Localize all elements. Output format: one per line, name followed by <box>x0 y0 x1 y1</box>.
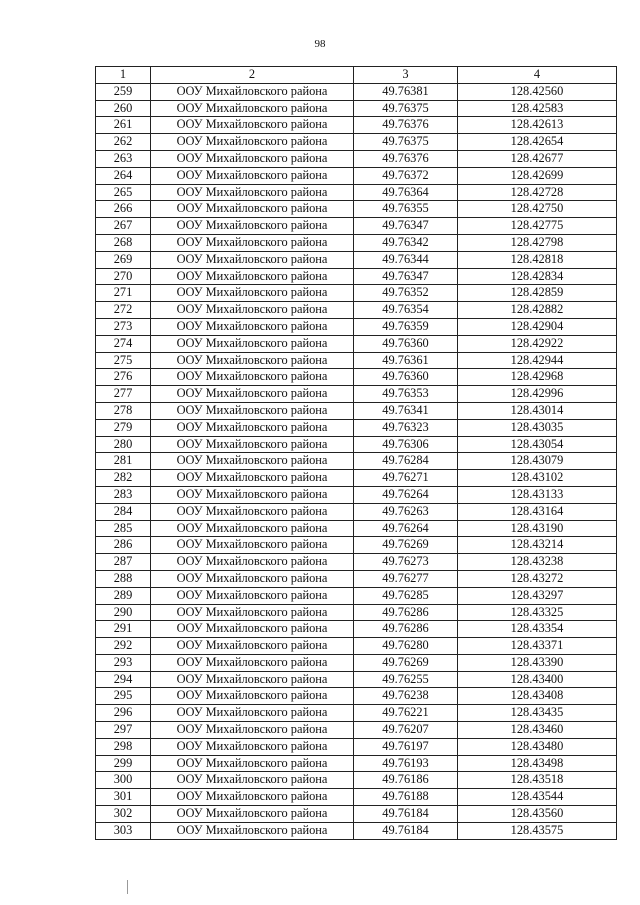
table-row <box>96 755 617 772</box>
owner-cell: ООУ Михайловского района <box>151 184 354 201</box>
owner-cell: ООУ Михайловского района <box>151 402 354 419</box>
longitude-cell: 128.43014 <box>458 402 617 419</box>
latitude-cell: 49.76353 <box>354 386 458 403</box>
owner-cell: ООУ Михайловского района <box>151 722 354 739</box>
table-row <box>96 822 617 839</box>
point-number-cell: 287 <box>96 554 151 571</box>
point-number-cell: 294 <box>96 671 151 688</box>
latitude-cell: 49.76344 <box>354 251 458 268</box>
point-number-cell: 265 <box>96 184 151 201</box>
point-number-cell: 285 <box>96 520 151 537</box>
latitude-cell: 49.76255 <box>354 671 458 688</box>
table-row <box>96 134 617 151</box>
owner-cell: ООУ Михайловского района <box>151 234 354 251</box>
point-number-cell: 275 <box>96 352 151 369</box>
longitude-cell: 128.43035 <box>458 419 617 436</box>
owner-cell: ООУ Михайловского района <box>151 335 354 352</box>
point-number-cell: 279 <box>96 419 151 436</box>
longitude-cell: 128.42944 <box>458 352 617 369</box>
point-number-cell: 278 <box>96 402 151 419</box>
owner-cell: ООУ Михайловского района <box>151 302 354 319</box>
longitude-cell: 128.43214 <box>458 537 617 554</box>
table-row <box>96 554 617 571</box>
longitude-cell: 128.43480 <box>458 738 617 755</box>
owner-cell: ООУ Михайловского района <box>151 621 354 638</box>
owner-cell: ООУ Михайловского района <box>151 419 354 436</box>
point-number-cell: 266 <box>96 201 151 218</box>
table-row <box>96 369 617 386</box>
latitude-cell: 49.76352 <box>354 285 458 302</box>
owner-cell: ООУ Михайловского района <box>151 587 354 604</box>
owner-cell: ООУ Михайловского района <box>151 671 354 688</box>
longitude-cell: 128.43575 <box>458 822 617 839</box>
latitude-cell: 49.76263 <box>354 503 458 520</box>
longitude-cell: 128.43297 <box>458 587 617 604</box>
owner-cell: ООУ Михайловского района <box>151 167 354 184</box>
longitude-cell: 128.42818 <box>458 251 617 268</box>
table-header <box>96 67 617 84</box>
table-row <box>96 285 617 302</box>
longitude-cell: 128.42904 <box>458 318 617 335</box>
longitude-cell: 128.43518 <box>458 772 617 789</box>
latitude-cell: 49.76355 <box>354 201 458 218</box>
owner-cell: ООУ Михайловского района <box>151 386 354 403</box>
point-number-cell: 298 <box>96 738 151 755</box>
point-number-cell: 300 <box>96 772 151 789</box>
longitude-cell: 128.42996 <box>458 386 617 403</box>
owner-cell: ООУ Михайловского района <box>151 369 354 386</box>
longitude-cell: 128.43133 <box>458 486 617 503</box>
point-number-cell: 272 <box>96 302 151 319</box>
owner-cell: ООУ Михайловского района <box>151 83 354 100</box>
table-row <box>96 587 617 604</box>
latitude-cell: 49.76269 <box>354 654 458 671</box>
table-row <box>96 772 617 789</box>
longitude-cell: 128.43560 <box>458 806 617 823</box>
longitude-cell: 128.43435 <box>458 705 617 722</box>
table-row <box>96 486 617 503</box>
table-row <box>96 570 617 587</box>
point-number-cell: 260 <box>96 100 151 117</box>
longitude-cell: 128.42613 <box>458 117 617 134</box>
point-number-cell: 297 <box>96 722 151 739</box>
table-row <box>96 671 617 688</box>
owner-cell: ООУ Михайловского района <box>151 638 354 655</box>
owner-cell: ООУ Михайловского района <box>151 554 354 571</box>
owner-cell: ООУ Михайловского района <box>151 688 354 705</box>
table-row <box>96 100 617 117</box>
latitude-cell: 49.76376 <box>354 117 458 134</box>
owner-cell: ООУ Михайловского района <box>151 822 354 839</box>
table-row <box>96 117 617 134</box>
table-row <box>96 654 617 671</box>
longitude-cell: 128.43164 <box>458 503 617 520</box>
longitude-cell: 128.43238 <box>458 554 617 571</box>
latitude-cell: 49.76264 <box>354 486 458 503</box>
point-number-cell: 282 <box>96 470 151 487</box>
owner-cell: ООУ Михайловского района <box>151 218 354 235</box>
owner-cell: ООУ Михайловского района <box>151 537 354 554</box>
header-row <box>96 67 617 84</box>
latitude-cell: 49.76286 <box>354 604 458 621</box>
longitude-cell: 128.42750 <box>458 201 617 218</box>
latitude-cell: 49.76186 <box>354 772 458 789</box>
point-number-cell: 281 <box>96 453 151 470</box>
latitude-cell: 49.76197 <box>354 738 458 755</box>
latitude-cell: 49.76284 <box>354 453 458 470</box>
column-header-3: 3 <box>354 67 458 84</box>
table-row <box>96 268 617 285</box>
point-number-cell: 276 <box>96 369 151 386</box>
point-number-cell: 295 <box>96 688 151 705</box>
table-row <box>96 789 617 806</box>
longitude-cell: 128.43272 <box>458 570 617 587</box>
longitude-cell: 128.42775 <box>458 218 617 235</box>
owner-cell: ООУ Михайловского района <box>151 520 354 537</box>
latitude-cell: 49.76273 <box>354 554 458 571</box>
latitude-cell: 49.76271 <box>354 470 458 487</box>
point-number-cell: 289 <box>96 587 151 604</box>
point-number-cell: 271 <box>96 285 151 302</box>
owner-cell: ООУ Михайловского района <box>151 806 354 823</box>
latitude-cell: 49.76221 <box>354 705 458 722</box>
latitude-cell: 49.76264 <box>354 520 458 537</box>
table-row <box>96 453 617 470</box>
owner-cell: ООУ Михайловского района <box>151 352 354 369</box>
owner-cell: ООУ Михайловского района <box>151 436 354 453</box>
table-row <box>96 150 617 167</box>
owner-cell: ООУ Михайловского района <box>151 134 354 151</box>
table-row <box>96 184 617 201</box>
margin-mark <box>127 880 128 894</box>
point-number-cell: 302 <box>96 806 151 823</box>
longitude-cell: 128.42677 <box>458 150 617 167</box>
latitude-cell: 49.76360 <box>354 369 458 386</box>
longitude-cell: 128.42834 <box>458 268 617 285</box>
longitude-cell: 128.42654 <box>458 134 617 151</box>
owner-cell: ООУ Михайловского района <box>151 570 354 587</box>
point-number-cell: 284 <box>96 503 151 520</box>
table-row <box>96 688 617 705</box>
longitude-cell: 128.42583 <box>458 100 617 117</box>
owner-cell: ООУ Михайловского района <box>151 251 354 268</box>
latitude-cell: 49.76360 <box>354 335 458 352</box>
point-number-cell: 262 <box>96 134 151 151</box>
table-row <box>96 402 617 419</box>
table-row <box>96 335 617 352</box>
latitude-cell: 49.76184 <box>354 822 458 839</box>
longitude-cell: 128.43079 <box>458 453 617 470</box>
owner-cell: ООУ Михайловского района <box>151 755 354 772</box>
point-number-cell: 299 <box>96 755 151 772</box>
table-row <box>96 234 617 251</box>
table-row <box>96 722 617 739</box>
point-number-cell: 273 <box>96 318 151 335</box>
point-number-cell: 267 <box>96 218 151 235</box>
table-row <box>96 201 617 218</box>
longitude-cell: 128.42728 <box>458 184 617 201</box>
owner-cell: ООУ Михайловского района <box>151 738 354 755</box>
table-row <box>96 83 617 100</box>
longitude-cell: 128.43054 <box>458 436 617 453</box>
table-row <box>96 419 617 436</box>
longitude-cell: 128.42882 <box>458 302 617 319</box>
owner-cell: ООУ Михайловского района <box>151 470 354 487</box>
latitude-cell: 49.76280 <box>354 638 458 655</box>
latitude-cell: 49.76286 <box>354 621 458 638</box>
owner-cell: ООУ Михайловского района <box>151 654 354 671</box>
owner-cell: ООУ Михайловского района <box>151 789 354 806</box>
longitude-cell: 128.43408 <box>458 688 617 705</box>
point-number-cell: 268 <box>96 234 151 251</box>
page-number: 98 <box>314 38 326 50</box>
table-row <box>96 638 617 655</box>
table-row <box>96 503 617 520</box>
longitude-cell: 128.43460 <box>458 722 617 739</box>
table-row <box>96 352 617 369</box>
owner-cell: ООУ Михайловского района <box>151 604 354 621</box>
table-row <box>96 738 617 755</box>
longitude-cell: 128.42968 <box>458 369 617 386</box>
latitude-cell: 49.76193 <box>354 755 458 772</box>
owner-cell: ООУ Михайловского района <box>151 268 354 285</box>
table-row <box>96 251 617 268</box>
owner-cell: ООУ Михайловского района <box>151 285 354 302</box>
latitude-cell: 49.76381 <box>354 83 458 100</box>
latitude-cell: 49.76188 <box>354 789 458 806</box>
table-row <box>96 386 617 403</box>
point-number-cell: 293 <box>96 654 151 671</box>
table-row <box>96 436 617 453</box>
table-row <box>96 705 617 722</box>
latitude-cell: 49.76269 <box>354 537 458 554</box>
latitude-cell: 49.76375 <box>354 134 458 151</box>
point-number-cell: 259 <box>96 83 151 100</box>
point-number-cell: 288 <box>96 570 151 587</box>
point-number-cell: 292 <box>96 638 151 655</box>
point-number-cell: 301 <box>96 789 151 806</box>
longitude-cell: 128.42922 <box>458 335 617 352</box>
table-row <box>96 318 617 335</box>
latitude-cell: 49.76359 <box>354 318 458 335</box>
table-row <box>96 806 617 823</box>
owner-cell: ООУ Михайловского района <box>151 705 354 722</box>
longitude-cell: 128.43498 <box>458 755 617 772</box>
table-row <box>96 621 617 638</box>
point-number-cell: 280 <box>96 436 151 453</box>
latitude-cell: 49.76238 <box>354 688 458 705</box>
latitude-cell: 49.76184 <box>354 806 458 823</box>
table-row <box>96 167 617 184</box>
latitude-cell: 49.76361 <box>354 352 458 369</box>
longitude-cell: 128.42859 <box>458 285 617 302</box>
point-number-cell: 283 <box>96 486 151 503</box>
latitude-cell: 49.76277 <box>354 570 458 587</box>
point-number-cell: 303 <box>96 822 151 839</box>
table-row <box>96 604 617 621</box>
latitude-cell: 49.76207 <box>354 722 458 739</box>
owner-cell: ООУ Михайловского района <box>151 201 354 218</box>
table-row <box>96 302 617 319</box>
table-row <box>96 470 617 487</box>
point-number-cell: 290 <box>96 604 151 621</box>
longitude-cell: 128.43371 <box>458 638 617 655</box>
point-number-cell: 291 <box>96 621 151 638</box>
point-number-cell: 277 <box>96 386 151 403</box>
point-number-cell: 263 <box>96 150 151 167</box>
coordinates-table <box>95 66 617 840</box>
column-header-2: 2 <box>151 67 354 84</box>
latitude-cell: 49.76376 <box>354 150 458 167</box>
longitude-cell: 128.43400 <box>458 671 617 688</box>
column-header-4: 4 <box>458 67 617 84</box>
owner-cell: ООУ Михайловского района <box>151 318 354 335</box>
column-header-1: 1 <box>96 67 151 84</box>
latitude-cell: 49.76347 <box>354 218 458 235</box>
longitude-cell: 128.43190 <box>458 520 617 537</box>
table-row <box>96 218 617 235</box>
point-number-cell: 264 <box>96 167 151 184</box>
table-row <box>96 537 617 554</box>
latitude-cell: 49.76323 <box>354 419 458 436</box>
point-number-cell: 296 <box>96 705 151 722</box>
longitude-cell: 128.43354 <box>458 621 617 638</box>
longitude-cell: 128.42560 <box>458 83 617 100</box>
point-number-cell: 269 <box>96 251 151 268</box>
owner-cell: ООУ Михайловского района <box>151 150 354 167</box>
latitude-cell: 49.76372 <box>354 167 458 184</box>
owner-cell: ООУ Михайловского района <box>151 772 354 789</box>
point-number-cell: 270 <box>96 268 151 285</box>
owner-cell: ООУ Михайловского района <box>151 100 354 117</box>
longitude-cell: 128.42798 <box>458 234 617 251</box>
owner-cell: ООУ Михайловского района <box>151 503 354 520</box>
point-number-cell: 261 <box>96 117 151 134</box>
owner-cell: ООУ Михайловского района <box>151 486 354 503</box>
owner-cell: ООУ Михайловского района <box>151 117 354 134</box>
table-body <box>96 83 617 839</box>
latitude-cell: 49.76347 <box>354 268 458 285</box>
latitude-cell: 49.76341 <box>354 402 458 419</box>
table-row <box>96 520 617 537</box>
longitude-cell: 128.43390 <box>458 654 617 671</box>
latitude-cell: 49.76306 <box>354 436 458 453</box>
latitude-cell: 49.76342 <box>354 234 458 251</box>
point-number-cell: 274 <box>96 335 151 352</box>
longitude-cell: 128.42699 <box>458 167 617 184</box>
owner-cell: ООУ Михайловского района <box>151 453 354 470</box>
latitude-cell: 49.76375 <box>354 100 458 117</box>
longitude-cell: 128.43325 <box>458 604 617 621</box>
point-number-cell: 286 <box>96 537 151 554</box>
latitude-cell: 49.76364 <box>354 184 458 201</box>
longitude-cell: 128.43102 <box>458 470 617 487</box>
longitude-cell: 128.43544 <box>458 789 617 806</box>
latitude-cell: 49.76285 <box>354 587 458 604</box>
latitude-cell: 49.76354 <box>354 302 458 319</box>
